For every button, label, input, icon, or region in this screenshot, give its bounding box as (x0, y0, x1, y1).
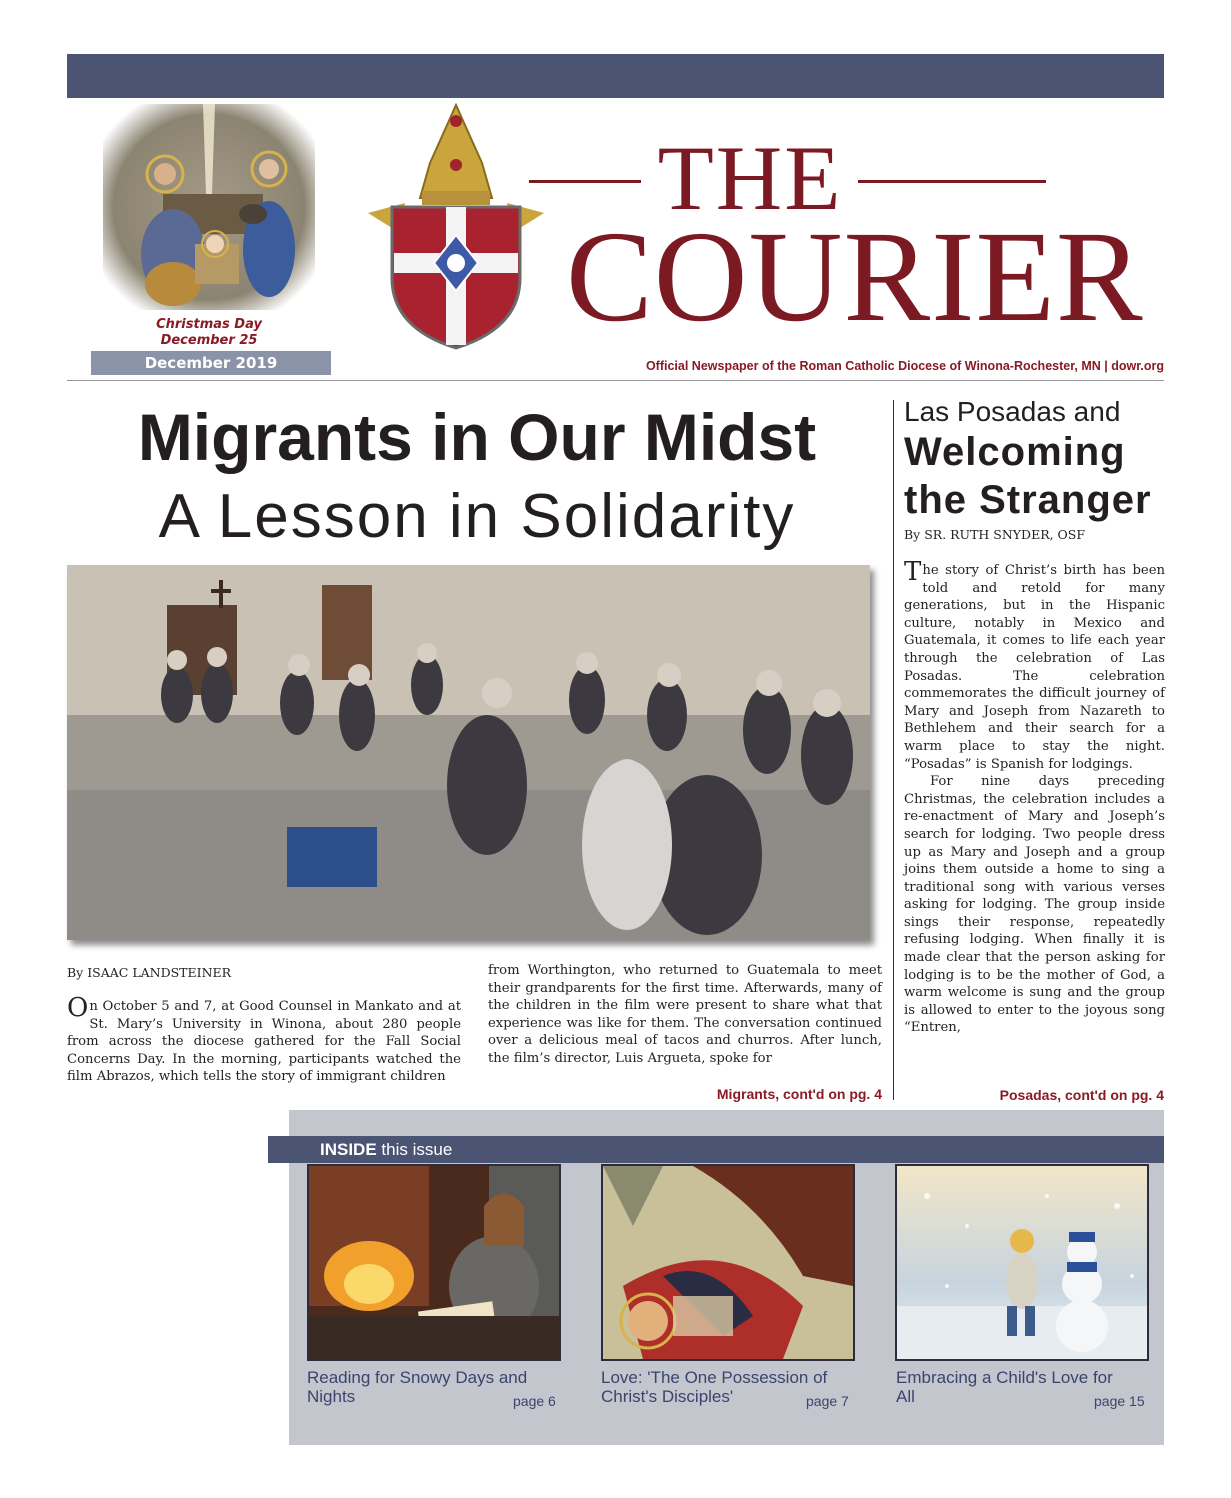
side-kicker: Las Posadas and (904, 396, 1121, 427)
main-photo (67, 565, 870, 940)
teaser-image-reading[interactable] (307, 1164, 561, 1361)
inside-label (320, 1138, 452, 1162)
main-col1-text: n October 5 and 7, at Good Counsel in Mankato and at St. Mary’s University in Winona, about 280 people from across the diocese gathered for the Fall Social Concerns Day. In the morning, participants watched the film Abrazos, which tells the story of immigrant children (67, 999, 461, 1085)
nativity-image (103, 104, 315, 310)
diocese-crest-logo (360, 103, 552, 353)
side-body (904, 557, 1165, 1037)
top-band (67, 54, 1164, 98)
issue-date: December 2019 (91, 351, 331, 375)
teaser-title-love[interactable]: Love: 'The One Possession of Christ's Disciples' (601, 1368, 828, 1406)
teaser-page-love[interactable]: page 7 (806, 1393, 849, 1409)
title-rule-right (858, 180, 1046, 183)
title-rule-left (529, 180, 641, 183)
date-special-line2: December 25 (160, 333, 258, 348)
paper-title-courier: COURIER (566, 205, 1144, 349)
teaser-image-child[interactable] (895, 1164, 1149, 1361)
teaser-page-reading[interactable]: page 6 (513, 1393, 556, 1409)
tagline: Official Newspaper of the Roman Catholic Diocese of Winona-Rochester, MN | dowr.org (645, 359, 1164, 373)
date-special-line1: Christmas Day (156, 317, 262, 332)
main-continued-link[interactable]: Migrants, cont'd on pg. 4 (716, 1086, 882, 1102)
masthead-divider (67, 380, 1164, 381)
teaser-image-love[interactable] (601, 1164, 855, 1361)
main-body-col1 (67, 993, 461, 1086)
date-special (103, 317, 315, 349)
teaser-title-child[interactable]: Embracing a Child's Love for All (896, 1368, 1113, 1406)
side-continued-link[interactable]: Posadas, cont'd on pg. 4 (999, 1087, 1164, 1103)
side-para1-text: he story of Christ’s birth has been told and retold for many generations, but in the Hispanic culture, notably in Mexico and Guatemala, it comes to life each year through the celebration of Las Posadas. The celebration commemorates the difficult journey of Mary and Joseph from Nazareth to Bethlehem and their search for a warm place to stay the night. “Posadas” is Spanish for lodgings. (904, 563, 1165, 772)
column-divider (893, 400, 894, 1100)
main-body-col2: from Worthington, who returned to Guatemala to meet their grandparents for the first time. Afterwards, many of the children in the film were present to share what that experience was like for them. The conversation continued over a delicious meal of tacos and churros. After lunch, the film’s director, Luis Argueta, spoke for (488, 963, 882, 1066)
teaser-page-child[interactable]: page 15 (1094, 1393, 1145, 1409)
inside-label-rest: this issue (376, 1140, 453, 1159)
side-para2: For nine days preceding Christmas, the celebration includes a re-enactment of Mary and Joseph’s search for lodging. Two people dress up as Mary and Joseph and a group joins them outside a home to sing a traditional song with various verses asking for lodging. The group inside sings their response, repeatedly refusing lodging. When finally it is made clear that the person asking for lodging is to be the mother of God, a warm welcome is sung and the group is allowed to enter to the joyous song “Entren, (904, 774, 1165, 1036)
main-byline: By ISAAC LANDSTEINER (67, 965, 232, 980)
inside-label-bold: INSIDE (320, 1140, 377, 1159)
main-dropcap: O (67, 993, 89, 1023)
main-subheadline: A Lesson in Solidarity (158, 482, 796, 551)
side-byline: By SR. RUTH SNYDER, OSF (904, 527, 1086, 542)
teaser-title-reading[interactable]: Reading for Snowy Days and Nights (307, 1368, 528, 1406)
side-headline: Welcoming the Stranger (904, 430, 1152, 522)
main-headline: Migrants in Our Midst (137, 400, 817, 474)
side-para1 (904, 557, 1165, 773)
side-dropcap: T (904, 557, 922, 587)
paper-title-the: THE (657, 127, 843, 229)
